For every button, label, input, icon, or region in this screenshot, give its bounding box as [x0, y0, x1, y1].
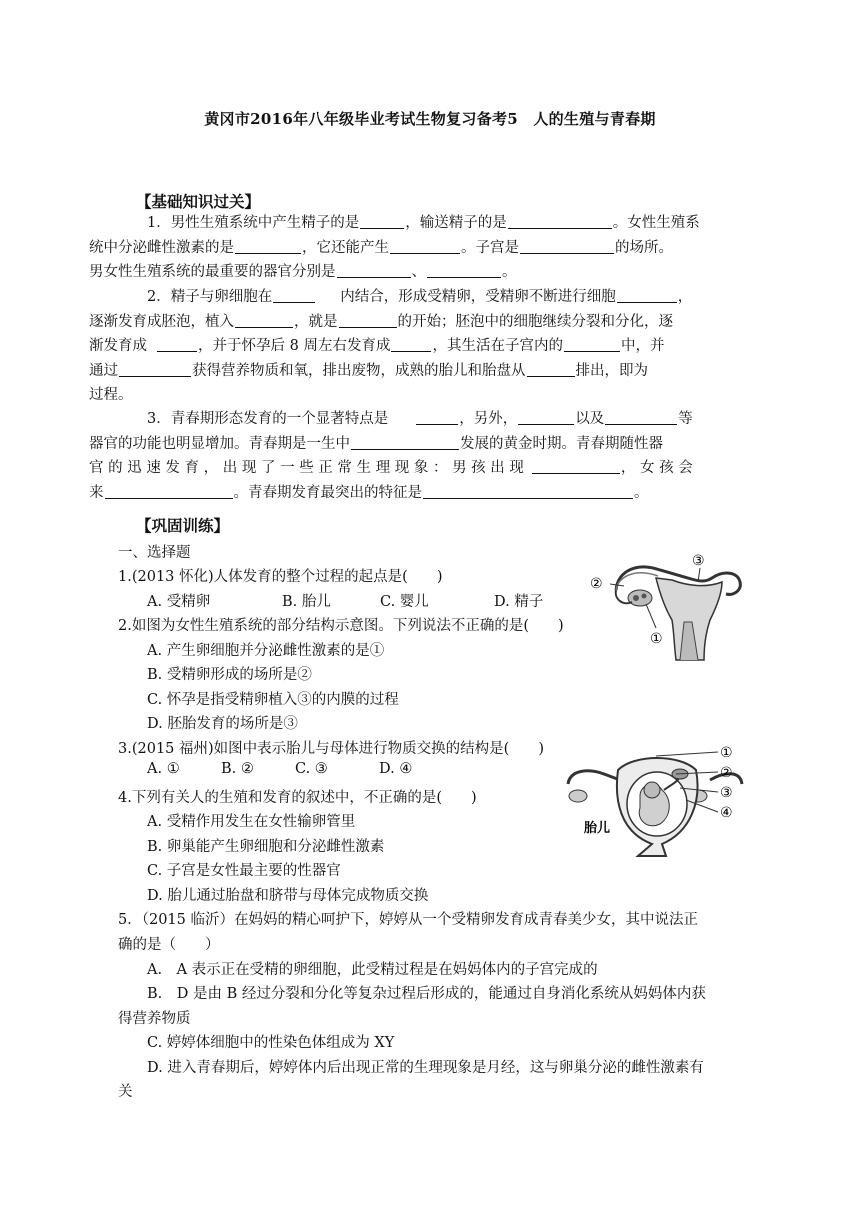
option-d[interactable]: D. 胚胎发育的场所是③ — [147, 716, 298, 732]
blank — [157, 336, 197, 352]
blank — [427, 262, 501, 278]
blank — [532, 458, 620, 474]
option-a[interactable]: A. 产生卵细胞并分泌雌性激素的是① — [147, 643, 385, 659]
section-subheading: 一、选择题 — [118, 545, 191, 561]
option-c[interactable]: C. ③ — [295, 761, 328, 777]
option-d[interactable]: D. ④ — [379, 761, 413, 777]
figure-female-reproductive — [588, 548, 748, 670]
option-c[interactable]: C. 怀孕是指受精卵植入③的内膜的过程 — [147, 692, 399, 708]
blank — [391, 336, 431, 352]
option-c[interactable]: C. 子宫是女性最主要的性器官 — [147, 863, 341, 879]
paragraph-1: 1．男性生殖系统中产生精子的是 ，输送精子的是 。女性生殖系 统中分泌雌性激素的是 ，它还能产生 。子宫是 的场所。 男女性生殖系统的最重要的器官分别是 、 。 — [89, 215, 700, 280]
section-practice-heading: 【巩固训练】 — [136, 516, 230, 535]
blank — [105, 483, 233, 499]
option-c[interactable]: C. 婴儿 — [380, 594, 429, 610]
option-b[interactable]: B. ② — [221, 761, 254, 777]
page-title: 黄冈市2016年八年级毕业考试生物复习备考5 人的生殖与青春期 — [204, 110, 656, 128]
question-3-options — [147, 761, 412, 777]
fetus-label: 胎儿 — [584, 821, 611, 836]
blank — [416, 409, 458, 425]
option-d-cont: 关 — [118, 1084, 133, 1100]
question-4-stem: 4.下列有关人的生殖和发育的叙述中，不正确的是( ) — [118, 790, 477, 806]
question-3-stem: 3.(2015 福州)如图中表示胎儿与母体进行物质交换的结构是( ) — [118, 741, 544, 757]
question-1-options — [147, 590, 543, 611]
option-a[interactable]: A. 受精卵 — [147, 594, 211, 610]
option-d[interactable]: D. 进入青春期后，婷婷体内后出现正常的生理现象是月经，这与卵巢分泌的雌性激素有 — [147, 1060, 704, 1076]
option-b[interactable]: B. 胎儿 — [282, 594, 331, 610]
blank — [339, 312, 397, 328]
blank — [564, 336, 620, 352]
option-b[interactable]: B. 受精卵形成的场所是② — [147, 667, 312, 683]
blank — [605, 409, 677, 425]
paragraph-3: 3．青春期形态发育的一个显著特点是 ，另外， 以及 等 器官的功能也明显增加。青春期是一生中 发展的黄金时期。青春期随性器 官 的 迅 速 发 育 ， 出 现 了 一 些 正 常 生 理 现 象 ： 男 孩 出 现 ， 女 孩 会 来 。青春期发育最突出的特征是 。 — [89, 411, 693, 501]
blank — [527, 361, 575, 377]
option-c[interactable]: C. 婷婷体细胞中的性染色体组成为 XY — [147, 1035, 395, 1051]
option-b-cont: 得营养物质 — [118, 1011, 191, 1027]
blank — [119, 361, 191, 377]
blank — [390, 238, 460, 254]
blank — [337, 262, 411, 278]
label-4: ④ — [720, 805, 733, 821]
option-b[interactable]: B. D 是由 B 经过分裂和分化等复杂过程后形成的，能通过自身消化系统从妈妈体内获 — [147, 986, 706, 1002]
option-b[interactable]: B. 卵巢能产生卵细胞和分泌雌性激素 — [147, 839, 385, 855]
blank — [360, 213, 404, 229]
blank — [273, 287, 315, 303]
blank — [518, 409, 574, 425]
blank — [423, 483, 633, 499]
label-1: ① — [720, 745, 733, 761]
blank — [235, 238, 301, 254]
figure-fetus-uterus — [560, 740, 750, 860]
question-5-stem: 5．（2015 临沂）在妈妈的精心呵护下，婷婷从一个受精卵发育成青春美少女，其中说法正 — [118, 912, 698, 928]
option-d[interactable]: D. 精子 — [494, 594, 544, 610]
option-a[interactable]: A. ① — [147, 761, 180, 777]
blank — [235, 312, 293, 328]
question-2-stem: 2.如图为女性生殖系统的部分结构示意图。下列说法不正确的是( ) — [118, 618, 564, 634]
label-2: ② — [720, 765, 733, 781]
label-3: ③ — [692, 553, 705, 569]
option-a[interactable]: A. A 表示正在受精的卵细胞，此受精过程是在妈妈体内的子宫完成的 — [147, 962, 598, 978]
blank — [617, 287, 677, 303]
option-a[interactable]: A. 受精作用发生在女性输卵管里 — [147, 814, 356, 830]
section-basic-heading: 【基础知识过关】 — [136, 192, 261, 211]
label-3: ③ — [720, 785, 733, 801]
blank — [508, 213, 612, 229]
question-5-stem-cont: 确的是（ ） — [118, 937, 220, 953]
label-1: ① — [650, 631, 663, 647]
blank — [520, 238, 614, 254]
paragraph-2: 2．精子与卵细胞在 内结合，形成受精卵，受精卵不断进行细胞 ， 逐渐发育成胚泡，植入 ，就是 的开始；胚泡中的细胞继续分裂和分化，逐 渐发育成 ，并于怀孕后 8 周左右发育成 ，其生活在子宫内的 中，并 通过 获得营养物质和氧，排出废物，成熟的胎儿和胎盘从 排出，即为 过程。 — [89, 289, 693, 403]
option-d[interactable]: D. 胎儿通过胎盘和脐带与母体完成物质交换 — [147, 888, 429, 904]
question-1-stem: 1.(2013 怀化)人体发育的整个过程的起点是( ) — [118, 569, 443, 585]
blank — [351, 434, 459, 450]
label-2: ② — [590, 576, 603, 592]
